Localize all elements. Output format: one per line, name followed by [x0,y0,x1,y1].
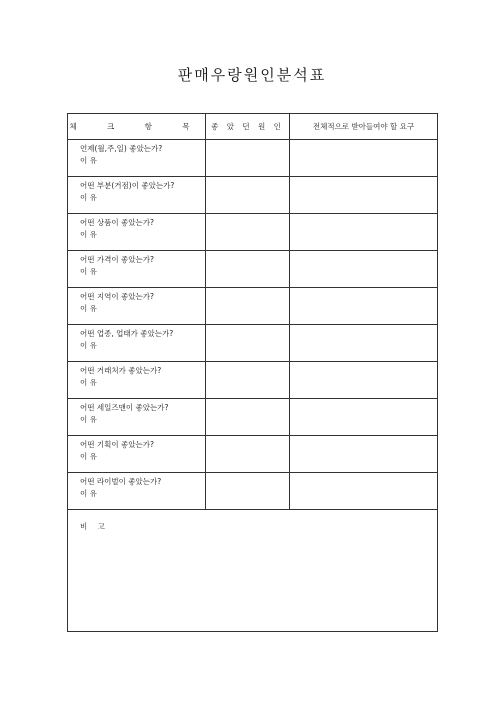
check-item-cell [68,473,206,510]
check-item-question: 어떤 거래처가 좋았는가? [80,366,162,375]
analysis-table [67,113,438,632]
check-item-question: 어떤 세일즈맨이 좋았는가? [80,403,169,412]
header-check-item-label: 체 크 항 목 [69,121,204,131]
note-row [68,510,438,632]
header-check-item [68,114,206,140]
good-cause-cell[interactable] [206,177,290,214]
check-item-cell [68,325,206,362]
good-cause-cell[interactable] [206,325,290,362]
check-item-cell [68,362,206,399]
table-row [68,251,438,288]
good-cause-cell[interactable] [206,140,290,177]
header-requirements [290,114,438,140]
check-item-question: 어떤 가격이 좋았는가? [80,255,154,264]
table-row [68,473,438,510]
table-row [68,214,438,251]
check-item-cell [68,140,206,177]
requirement-cell[interactable] [290,140,438,177]
reason-label: 이 유 [80,304,97,313]
reason-label: 이 유 [80,230,97,239]
check-item-question: 어떤 지역이 좋았는가? [80,292,154,301]
reason-label: 이 유 [80,341,97,350]
reason-label: 이 유 [80,489,97,498]
good-cause-cell[interactable] [206,436,290,473]
good-cause-cell[interactable] [206,362,290,399]
check-item-question: 언제(월,주,일) 좋았는가? [80,144,163,153]
check-item-question: 어떤 라이벌이 좋았는가? [80,477,162,486]
table-row [68,436,438,473]
check-item-question: 어떤 부분(거점)이 좋았는가? [80,181,175,190]
table-row [68,362,438,399]
reason-label: 이 유 [80,267,97,276]
check-item-cell [68,214,206,251]
check-item-question: 어떤 업종, 업태가 좋았는가? [80,329,174,338]
requirement-cell[interactable] [290,362,438,399]
requirement-cell[interactable] [290,473,438,510]
reason-label: 이 유 [80,156,97,165]
table-row [68,288,438,325]
check-item-cell [68,436,206,473]
header-good-cause-label: 좋 았 던 원 인 [211,121,284,131]
reason-label: 이 유 [80,378,97,387]
good-cause-cell[interactable] [206,214,290,251]
check-item-cell [68,251,206,288]
document-title: 판매우랑원인분석표 [177,66,327,84]
good-cause-cell[interactable] [206,473,290,510]
requirement-cell[interactable] [290,325,438,362]
note-label: 비 고 [80,522,109,531]
check-item-question: 어떤 상품이 좋았는가? [80,218,154,227]
check-item-cell [68,288,206,325]
check-item-cell [68,177,206,214]
requirement-cell[interactable] [290,436,438,473]
requirement-cell[interactable] [290,177,438,214]
reason-label: 이 유 [80,193,97,202]
good-cause-cell[interactable] [206,288,290,325]
header-requirements-label: 전체적으로 받아들여야 할 요구 [312,121,415,131]
good-cause-cell[interactable] [206,251,290,288]
table-row [68,177,438,214]
note-cell[interactable] [68,510,438,632]
table-row [68,325,438,362]
check-item-cell [68,399,206,436]
reason-label: 이 유 [80,452,97,461]
requirement-cell[interactable] [290,251,438,288]
table-row [68,140,438,177]
requirement-cell[interactable] [290,288,438,325]
header-row [68,114,438,140]
check-item-question: 어떤 기획이 좋았는가? [80,440,154,449]
reason-label: 이 유 [80,415,97,424]
requirement-cell[interactable] [290,399,438,436]
table-row [68,399,438,436]
header-good-cause [206,114,290,140]
requirement-cell[interactable] [290,214,438,251]
good-cause-cell[interactable] [206,399,290,436]
